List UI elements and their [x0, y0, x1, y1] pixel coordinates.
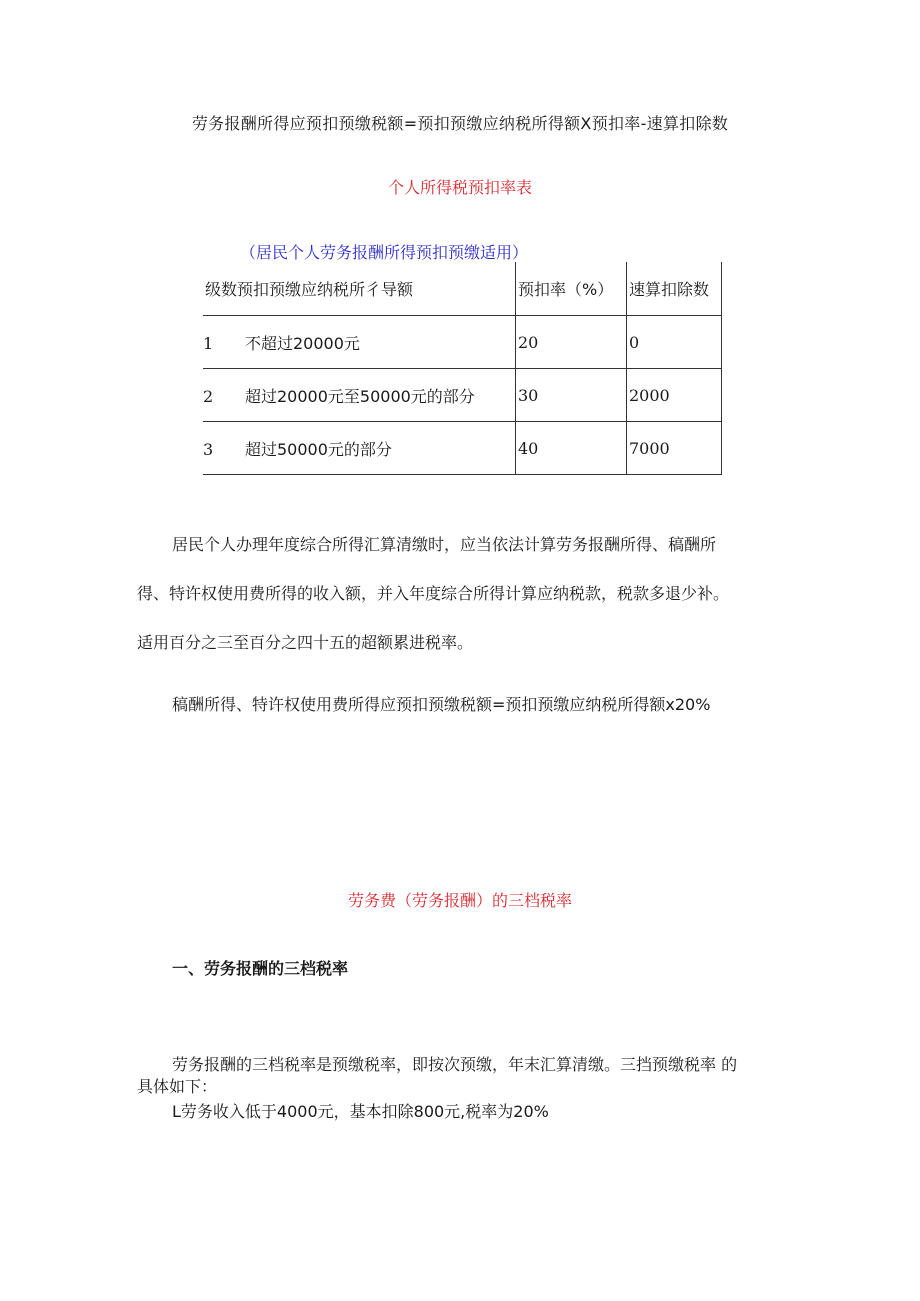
row-deduction: 7000	[627, 422, 722, 475]
row-range: 超过50000元的部分	[245, 439, 392, 459]
table-row	[203, 369, 722, 422]
row-level: 1	[203, 333, 214, 353]
row-deduction: 2000	[627, 369, 722, 422]
row-rate: 30	[516, 369, 627, 422]
row-level-range	[203, 422, 516, 475]
row-level-range	[203, 369, 516, 422]
section-title: 劳务费（劳务报酬）的三档税率	[347, 891, 572, 910]
header-level-range: 级数预扣预缴应纳税所彳导额	[203, 262, 516, 316]
row-deduction: 0	[627, 316, 722, 369]
table-row	[203, 422, 722, 475]
heading-three-tier-rates: 一、劳务报酬的三档税率	[172, 959, 349, 978]
row-level-range	[203, 316, 516, 369]
header-deduction: 速算扣除数	[627, 262, 722, 316]
paragraph-line: 得、特许权使用费所得的收入额，并入年度综合所得计算应纳税款，税款多退少补。	[137, 584, 730, 603]
row-rate: 40	[516, 422, 627, 475]
formula-labor-remuneration: 劳务报酬所得应预扣预缴税额=预扣预缴应纳税所得额X预扣率-速算扣除数	[191, 114, 729, 133]
table-subtitle: （居民个人劳务报酬所得预扣预缴适用）	[240, 243, 529, 262]
paragraph-line: L劳务收入低于4000元，基本扣除800元,税率为20%	[172, 1102, 549, 1121]
row-level: 2	[203, 386, 214, 406]
row-rate: 20	[516, 316, 627, 369]
table-header-row	[203, 262, 722, 316]
row-level: 3	[203, 439, 214, 459]
paragraph-line: 适用百分之三至百分之四十五的超额累进税率。	[137, 633, 474, 652]
row-range: 不超过20000元	[245, 333, 360, 353]
row-range: 超过20000元至50000元的部分	[245, 386, 475, 406]
formula-royalty: 稿酬所得、特许权使用费所得应预扣预缴税额=预扣预缴应纳税所得额x20%	[172, 695, 711, 714]
withholding-rate-table	[203, 262, 722, 475]
paragraph-line: 具体如下：	[137, 1077, 218, 1096]
paragraph-line: 劳务报酬的三档税率是预缴税率，即按次预缴，年末汇算清缴。三挡预缴税率 的	[172, 1055, 738, 1074]
table-row	[203, 316, 722, 369]
paragraph-line: 居民个人办理年度综合所得汇算清缴时，应当依法计算劳务报酬所得、稿酬所	[172, 535, 717, 554]
table-title: 个人所得税预扣率表	[387, 178, 532, 197]
header-rate: 预扣率（%）	[516, 262, 627, 316]
